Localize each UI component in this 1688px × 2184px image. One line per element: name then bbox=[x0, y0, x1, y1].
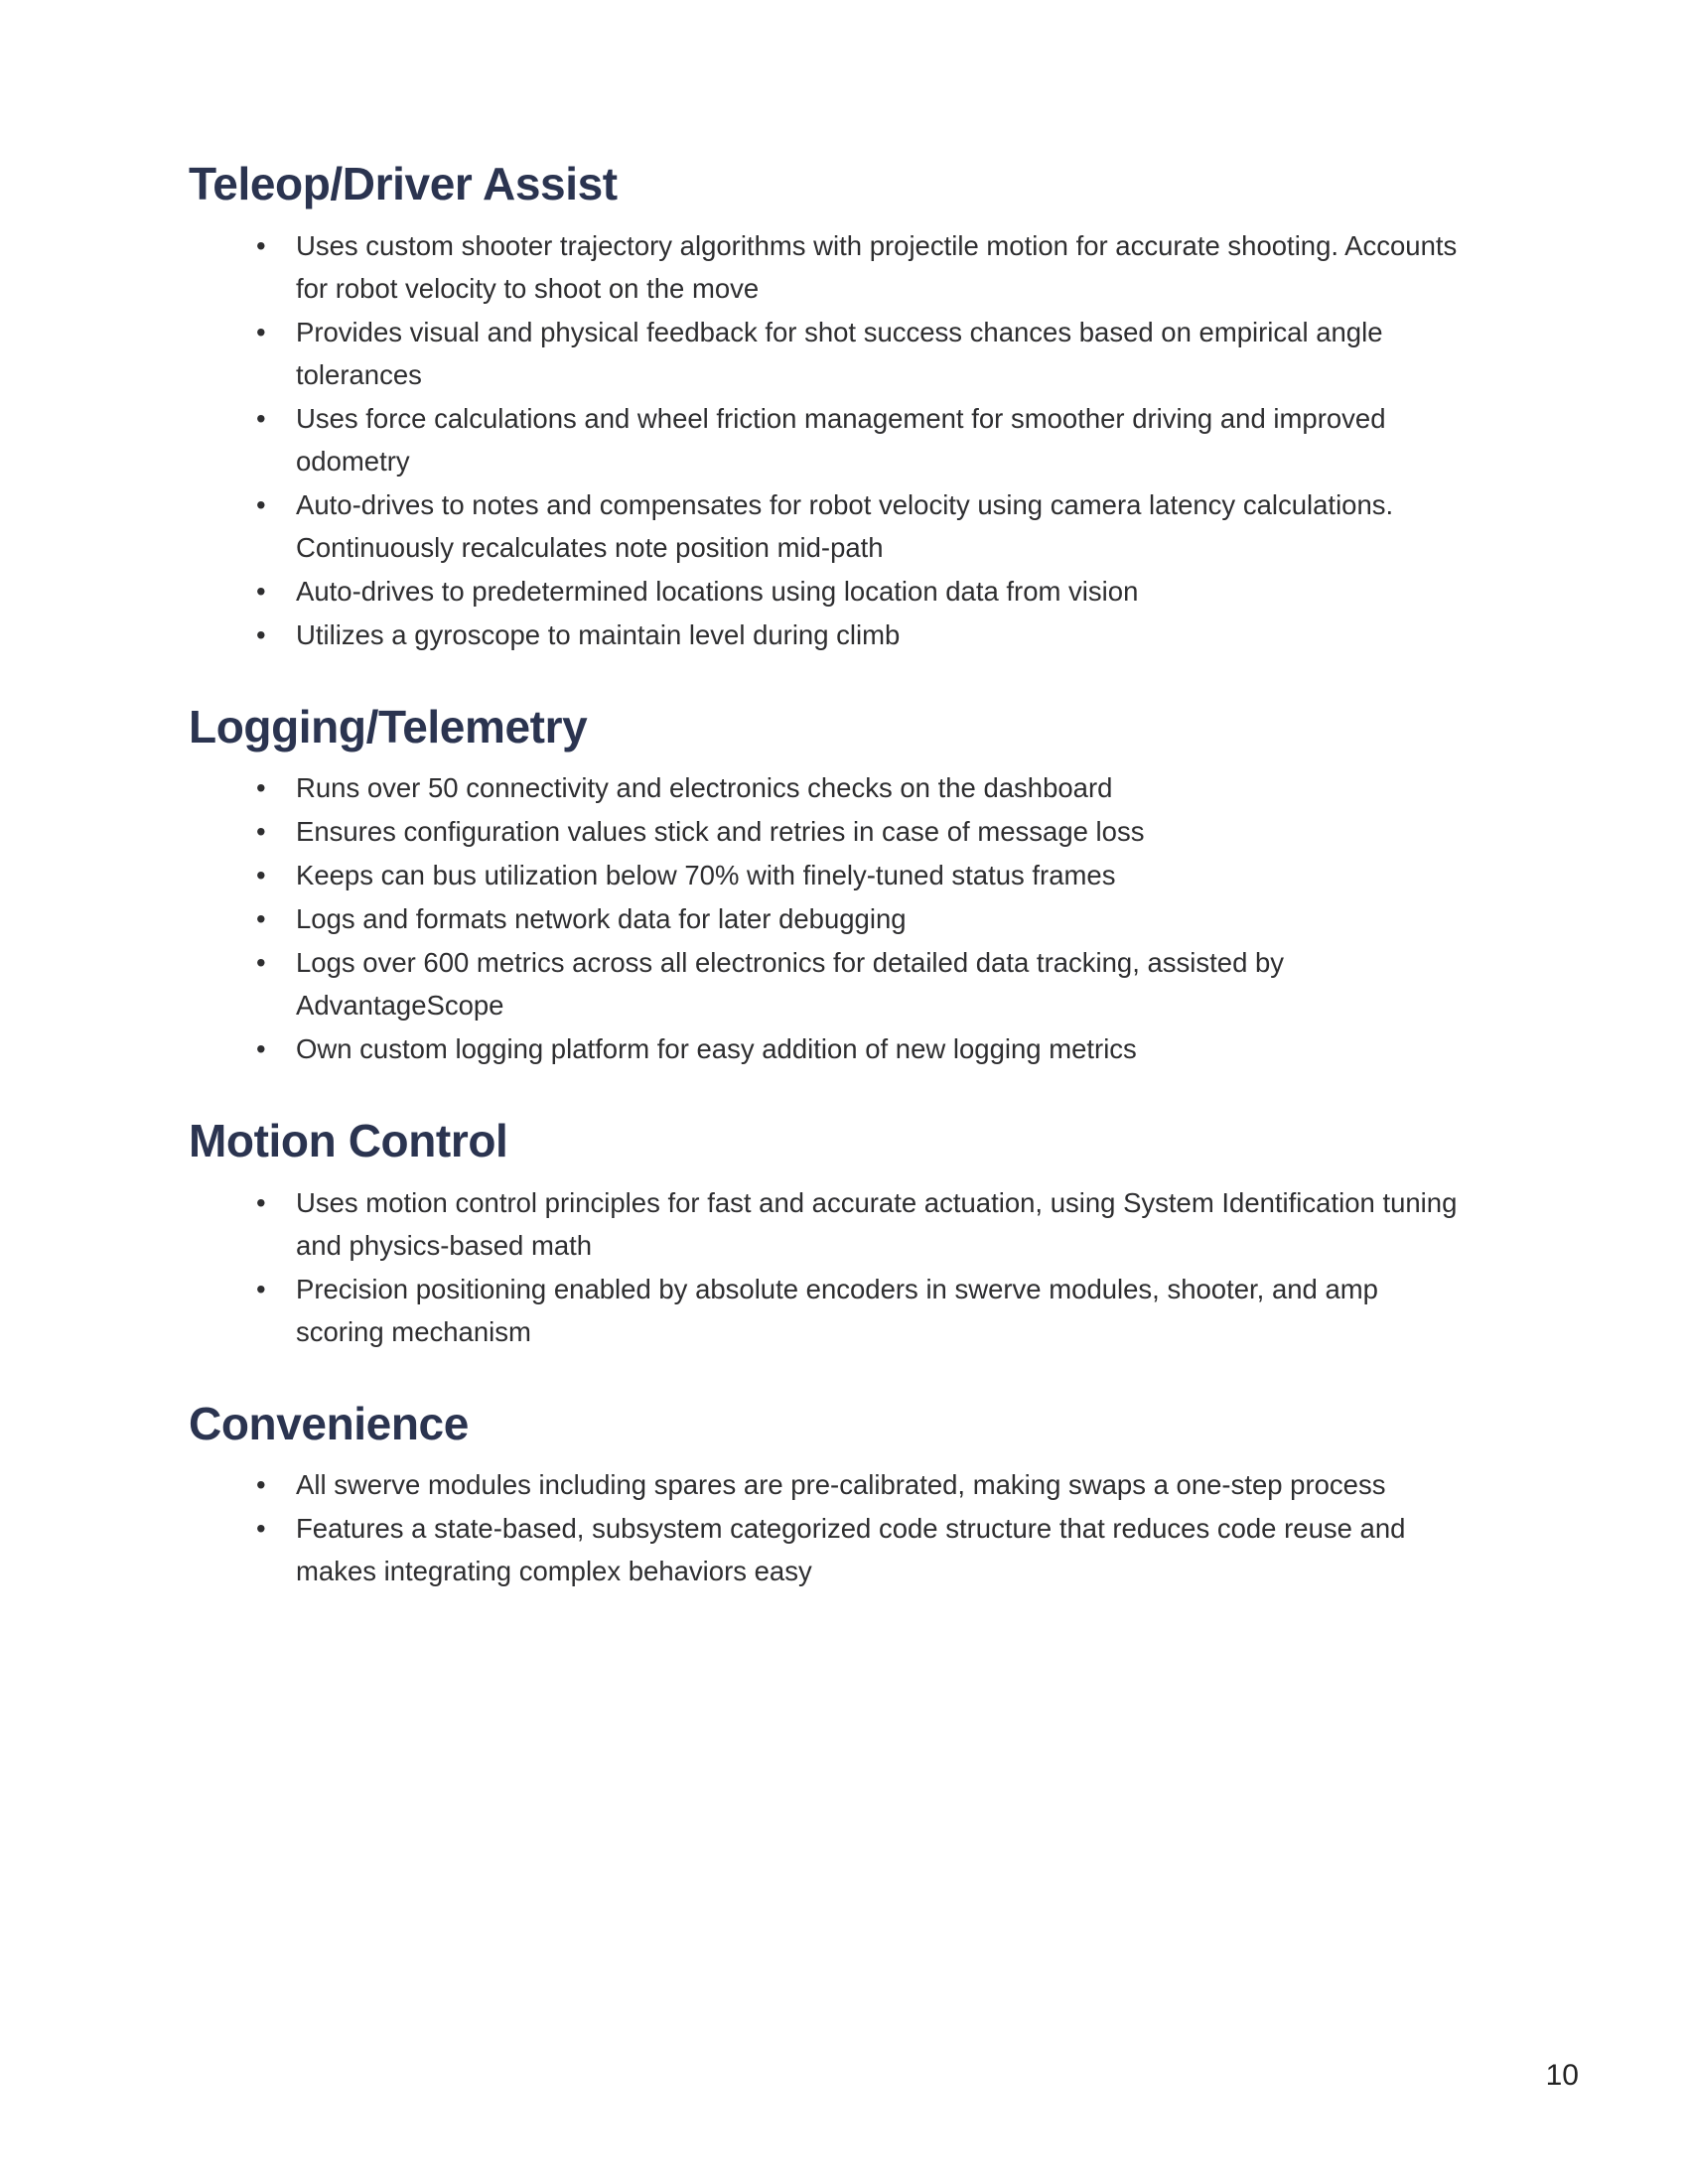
list-item-text: Auto-drives to predetermined locations using location data from vision bbox=[296, 575, 1139, 607]
list-item bbox=[248, 1507, 1463, 1592]
list-item bbox=[248, 1463, 1463, 1506]
list-item-text: Own custom logging platform for easy addition of new logging metrics bbox=[296, 1033, 1137, 1065]
list-item bbox=[248, 614, 1463, 656]
bullet-dot-icon: • bbox=[256, 488, 266, 520]
list-item bbox=[248, 941, 1463, 1026]
bullet-dot-icon: • bbox=[256, 402, 266, 434]
list-item bbox=[248, 766, 1463, 809]
page-number: 10 bbox=[1545, 2059, 1579, 2092]
bullet-dot-icon: • bbox=[256, 1513, 266, 1545]
list-item-text: Uses motion control principles for fast and accurate actuation, using System Identification tuning and physics-based math bbox=[296, 1186, 1458, 1261]
list-item bbox=[248, 1027, 1463, 1070]
bullet-dot-icon: • bbox=[256, 1469, 266, 1501]
section-teleop-driver-assist bbox=[189, 159, 1479, 656]
section-convenience bbox=[189, 1399, 1479, 1593]
bullet-dot-icon: • bbox=[256, 903, 266, 935]
bullet-dot-icon: • bbox=[256, 772, 266, 804]
bullet-list bbox=[189, 1181, 1479, 1353]
list-item-text: Uses custom shooter trajectory algorithms with projectile motion for accurate shooting. Accounts for robot velocity to shoot on the move bbox=[296, 229, 1458, 304]
list-item-text: Logs over 600 metrics across all electronics for detailed data tracking, assisted by AdvantageScope bbox=[296, 947, 1285, 1022]
bullet-list bbox=[189, 1463, 1479, 1592]
list-item bbox=[248, 397, 1463, 482]
bullet-dot-icon: • bbox=[256, 860, 266, 891]
list-item-text: Ensures configuration values stick and retries in case of message loss bbox=[296, 816, 1145, 848]
section-heading: Motion Control bbox=[189, 1115, 508, 1167]
list-item-text: All swerve modules including spares are pre-calibrated, making swaps a one-step process bbox=[296, 1469, 1386, 1501]
bullet-dot-icon: • bbox=[256, 947, 266, 979]
section-logging-telemetry bbox=[189, 702, 1479, 1071]
list-item-text: Logs and formats network data for later debugging bbox=[296, 903, 907, 935]
bullet-dot-icon: • bbox=[256, 229, 266, 261]
page-content bbox=[189, 159, 1479, 1638]
bullet-dot-icon: • bbox=[256, 1273, 266, 1304]
bullet-dot-icon: • bbox=[256, 618, 266, 650]
bullet-dot-icon: • bbox=[256, 1033, 266, 1065]
bullet-list bbox=[189, 224, 1479, 656]
list-item-text: Utilizes a gyroscope to maintain level during climb bbox=[296, 618, 901, 650]
list-item-text: Keeps can bus utilization below 70% with finely-tuned status frames bbox=[296, 860, 1116, 891]
section-heading: Teleop/Driver Assist bbox=[189, 158, 618, 209]
bullet-dot-icon: • bbox=[256, 575, 266, 607]
list-item bbox=[248, 1268, 1463, 1353]
list-item-text: Provides visual and physical feedback for shot success chances based on empirical angle tolerances bbox=[296, 316, 1383, 390]
list-item-text: Precision positioning enabled by absolute encoders in swerve modules, shooter, and amp scoring mechanism bbox=[296, 1273, 1378, 1347]
bullet-dot-icon: • bbox=[256, 816, 266, 848]
bullet-dot-icon: • bbox=[256, 1186, 266, 1218]
list-item bbox=[248, 854, 1463, 896]
list-item bbox=[248, 483, 1463, 569]
list-item-text: Runs over 50 connectivity and electronics checks on the dashboard bbox=[296, 772, 1113, 804]
list-item-text: Uses force calculations and wheel friction management for smoother driving and improved odometry bbox=[296, 402, 1386, 477]
list-item bbox=[248, 897, 1463, 940]
section-heading: Logging/Telemetry bbox=[189, 700, 588, 752]
section-motion-control bbox=[189, 1116, 1479, 1353]
list-item bbox=[248, 224, 1463, 310]
section-heading: Convenience bbox=[189, 1397, 469, 1449]
list-item bbox=[248, 311, 1463, 396]
list-item-text: Features a state-based, subsystem categorized code structure that reduces code reuse and makes integrating complex behaviors easy bbox=[296, 1513, 1406, 1587]
list-item bbox=[248, 810, 1463, 853]
list-item bbox=[248, 570, 1463, 613]
bullet-list bbox=[189, 766, 1479, 1070]
list-item bbox=[248, 1181, 1463, 1267]
list-item-text: Auto-drives to notes and compensates for robot velocity using camera latency calculations. Continuously recalculates note position mid-path bbox=[296, 488, 1394, 563]
bullet-dot-icon: • bbox=[256, 316, 266, 347]
